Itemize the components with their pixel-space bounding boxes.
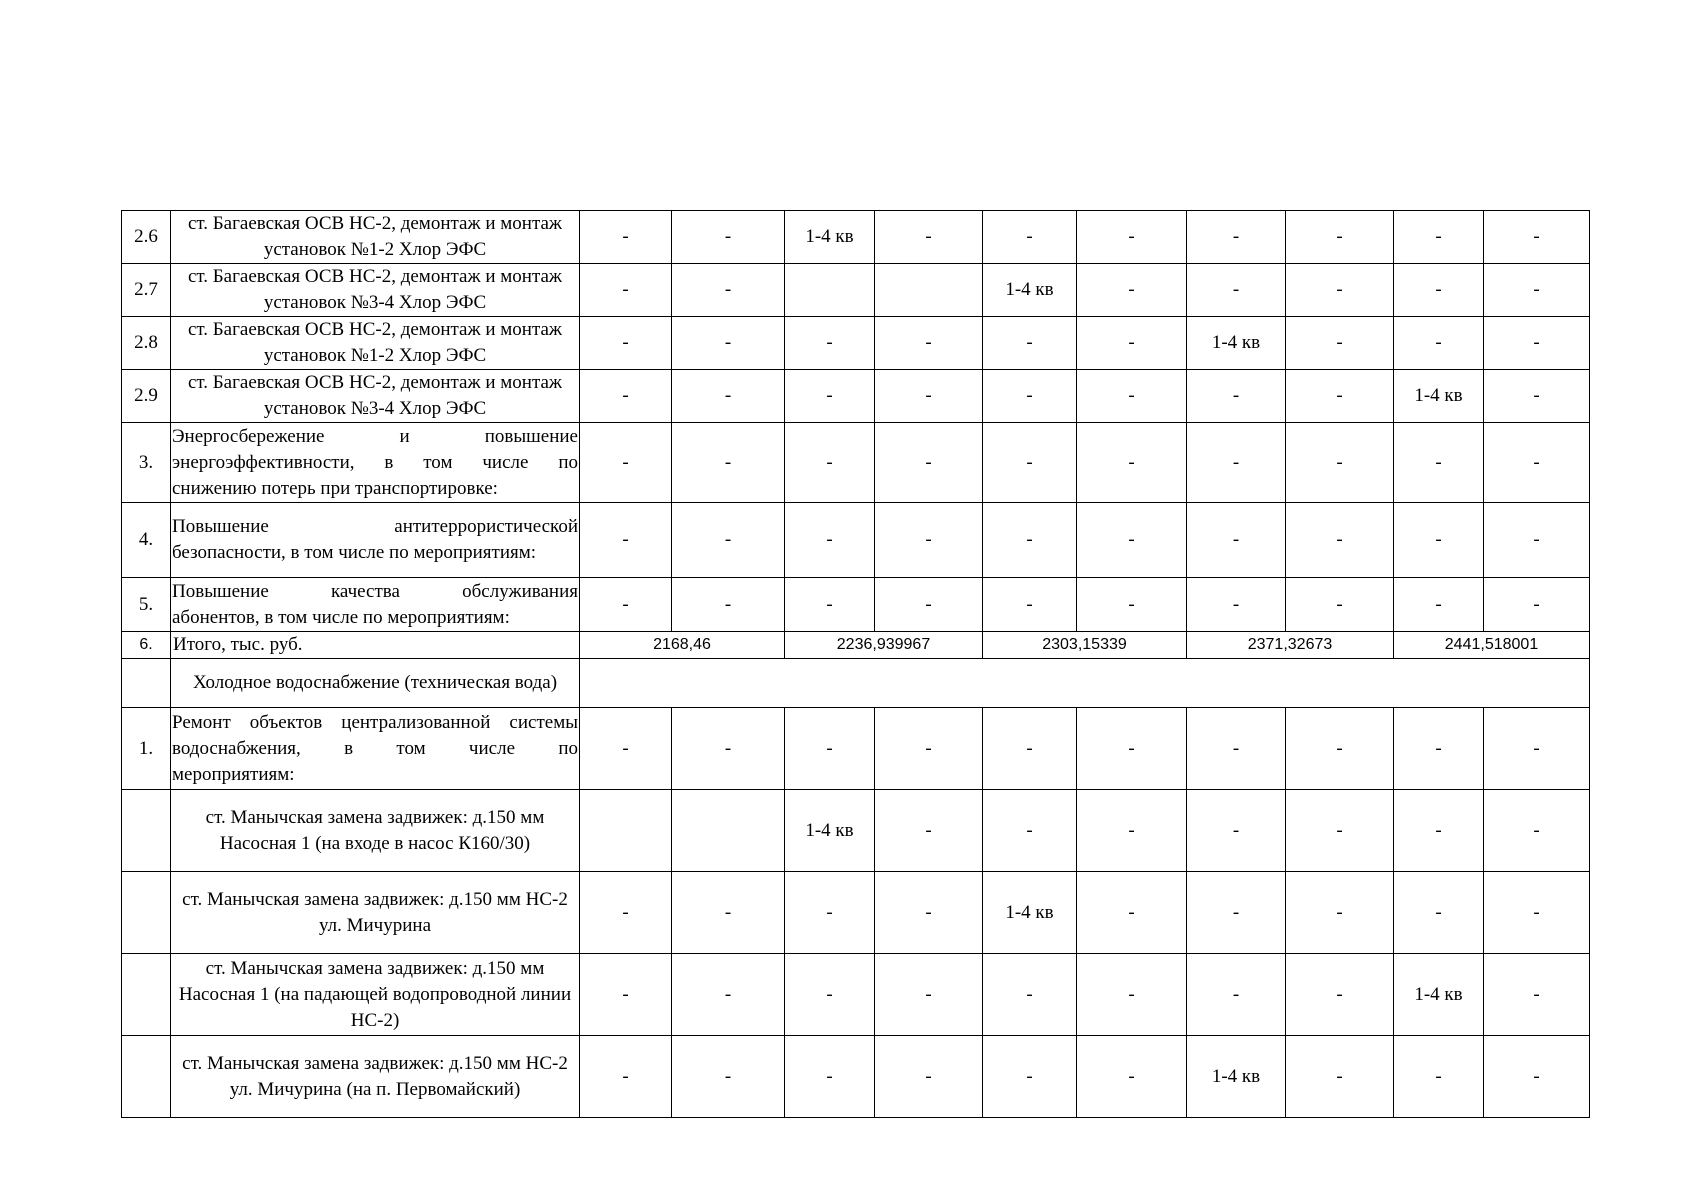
schedule-cell: - [1394,503,1484,578]
schedule-cell: - [580,317,672,370]
schedule-cell: - [1187,503,1286,578]
description-line: безопасности, в том числе по мероприятиям: [172,542,537,563]
schedule-cell: - [785,954,875,1036]
schedule-cell: - [580,708,672,790]
row-number: 4. [122,503,171,578]
schedule-cell: - [1286,1036,1394,1118]
schedule-cell: - [1286,423,1394,503]
row-number: 3. [122,423,171,503]
schedule-cell: - [1484,954,1590,1036]
row-number [122,1036,171,1118]
schedule-cell: - [1394,872,1484,954]
row-description [171,578,580,632]
total-label: Итого, тыс. руб. [171,632,580,659]
schedule-cell: - [1394,790,1484,872]
schedule-cell: - [1187,790,1286,872]
row-number: 2.8 [122,317,171,370]
schedule-cell: - [672,503,785,578]
schedule-cell: - [672,317,785,370]
table-row [122,370,1590,423]
schedule-cell: - [1286,317,1394,370]
schedule-cell: - [672,211,785,264]
section-blank [580,659,1590,708]
schedule-cell: - [580,1036,672,1118]
schedule-cell: - [1484,317,1590,370]
schedule-cell: - [672,423,785,503]
table-row [122,872,1590,954]
schedule-cell: - [875,578,983,632]
table-row [122,264,1590,317]
description-line: снижению потерь при транспортировке: [172,477,498,499]
schedule-cell: - [580,503,672,578]
schedule-cell: - [875,708,983,790]
schedule-cell: 1-4 кв [1187,1036,1286,1118]
schedule-cell: - [785,872,875,954]
schedule-cell: - [1286,370,1394,423]
schedule-cell: - [672,578,785,632]
schedule-cell: - [1077,370,1187,423]
table-row [122,790,1590,872]
description-line: Энергосбережение и повышение [172,425,578,447]
schedule-cell: - [875,1036,983,1118]
total-row [122,632,1590,659]
schedule-cell: - [1484,578,1590,632]
schedule-cell: - [1077,264,1187,317]
schedule-cell: - [983,370,1077,423]
schedule-cell: - [672,872,785,954]
schedule-cell: - [1187,370,1286,423]
schedule-cell: - [580,264,672,317]
schedule-cell: - [1484,211,1590,264]
schedule-cell: - [580,211,672,264]
schedule-cell: - [983,503,1077,578]
schedule-cell: - [1484,370,1590,423]
row-description: ст. Багаевская ОСВ НС-2, демонтаж и монтаж установок №1-2 Хлор ЭФС [171,211,580,264]
schedule-cell: - [1286,708,1394,790]
description-line: абонентов, в том числе по мероприятиям: [172,606,510,628]
schedule-cell: - [1077,578,1187,632]
schedule-cell: - [672,954,785,1036]
row-description: ст. Манычская замена задвижек: д.150 мм Насосная 1 (на входе в насос К160/30) [171,790,580,872]
schedule-cell: - [1077,423,1187,503]
schedule-cell: - [1394,211,1484,264]
description-line: водоснабжения, в том числе по [172,737,578,759]
row-description [171,423,580,503]
schedule-cell: - [785,503,875,578]
row-number [122,659,171,708]
table-row [122,1036,1590,1118]
schedule-cell: 1-4 кв [1394,370,1484,423]
schedule-cell: - [1484,1036,1590,1118]
description-line: мероприятиям: [172,763,295,785]
row-description: ст. Багаевская ОСВ НС-2, демонтаж и монтаж установок №3-4 Хлор ЭФС [171,264,580,317]
schedule-cell: 1-4 кв [785,211,875,264]
total-value: 2303,15339 [983,632,1187,659]
schedule-cell: - [672,264,785,317]
row-number: 2.7 [122,264,171,317]
schedule-cell: - [1187,954,1286,1036]
description-line: Повышение антитеррористической [172,516,578,537]
schedule-cell: - [1394,423,1484,503]
schedule-cell: - [1286,954,1394,1036]
schedule-cell [875,264,983,317]
schedule-cell: - [1394,1036,1484,1118]
row-number: 5. [122,578,171,632]
schedule-cell: 1-4 кв [1187,317,1286,370]
row-number [122,954,171,1036]
table-row [122,423,1590,503]
description-line: энергоэффективности, в том числе по [172,451,578,473]
schedule-cell: - [983,1036,1077,1118]
schedule-cell: - [875,423,983,503]
schedule-cell: - [1484,423,1590,503]
row-number: 1. [122,708,171,790]
schedule-cell: - [1077,790,1187,872]
total-value: 2441,518001 [1394,632,1590,659]
schedule-cell: - [983,790,1077,872]
schedule-cell: 1-4 кв [785,790,875,872]
schedule-cell: - [1187,578,1286,632]
section-title: Холодное водоснабжение (техническая вода) [171,659,580,708]
total-value: 2236,939967 [785,632,983,659]
schedule-cell: - [1187,264,1286,317]
schedule-cell: - [1077,503,1187,578]
schedule-cell: - [1286,790,1394,872]
schedule-cell: - [672,370,785,423]
schedule-cell: - [1077,1036,1187,1118]
schedule-cell: - [1187,708,1286,790]
row-description [171,708,580,790]
schedule-cell: - [1077,872,1187,954]
schedule-cell: - [580,423,672,503]
table-body [122,211,1590,1118]
schedule-cell: - [1077,954,1187,1036]
schedule-cell: - [1077,317,1187,370]
schedule-cell: - [983,578,1077,632]
work-schedule-table [121,210,1590,1118]
schedule-cell: - [580,370,672,423]
schedule-cell: - [785,423,875,503]
schedule-cell: - [1187,211,1286,264]
description-line: Повышение качества обслуживания [172,580,578,602]
schedule-cell: - [785,370,875,423]
schedule-cell: - [1187,872,1286,954]
row-number: 6. [122,632,171,659]
schedule-cell: - [875,872,983,954]
schedule-cell: - [875,211,983,264]
schedule-cell: - [1286,211,1394,264]
schedule-cell: - [983,954,1077,1036]
schedule-cell: 1-4 кв [983,872,1077,954]
row-description: ст. Манычская замена задвижек: д.150 мм НС-2 ул. Мичурина (на п. Первомайский) [171,1036,580,1118]
schedule-cell: - [1484,872,1590,954]
schedule-cell [672,790,785,872]
row-number [122,872,171,954]
schedule-cell: - [672,708,785,790]
schedule-cell: - [875,317,983,370]
schedule-cell: - [1484,503,1590,578]
schedule-cell: - [1077,211,1187,264]
schedule-cell: - [672,1036,785,1118]
schedule-cell: - [983,211,1077,264]
schedule-cell [785,264,875,317]
table-row [122,708,1590,790]
description-line: Ремонт объектов централизованной системы [172,711,578,733]
row-number: 2.6 [122,211,171,264]
row-number [122,790,171,872]
schedule-cell: - [1286,578,1394,632]
schedule-cell: - [983,317,1077,370]
row-description [171,503,580,578]
row-description: ст. Багаевская ОСВ НС-2, демонтаж и монтаж установок №1-2 Хлор ЭФС [171,317,580,370]
schedule-cell: - [875,370,983,423]
schedule-cell: - [1484,790,1590,872]
schedule-cell: - [1286,264,1394,317]
schedule-cell: - [875,954,983,1036]
section-header-row [122,659,1590,708]
schedule-cell: - [875,790,983,872]
row-description: ст. Манычская замена задвижек: д.150 мм НС-2 ул. Мичурина [171,872,580,954]
schedule-cell: - [785,317,875,370]
schedule-cell: - [1187,423,1286,503]
row-number: 2.9 [122,370,171,423]
table-row [122,317,1590,370]
schedule-cell: - [1394,317,1484,370]
schedule-cell: - [1484,264,1590,317]
schedule-cell: - [983,708,1077,790]
table-row [122,211,1590,264]
schedule-cell: - [580,578,672,632]
schedule-cell: - [785,708,875,790]
schedule-cell: - [1286,503,1394,578]
schedule-cell: - [1077,708,1187,790]
schedule-cell: - [1394,264,1484,317]
schedule-cell: - [1286,872,1394,954]
schedule-cell: - [785,578,875,632]
schedule-cell: - [1394,578,1484,632]
total-value: 2168,46 [580,632,785,659]
schedule-cell: - [1394,708,1484,790]
row-description: ст. Багаевская ОСВ НС-2, демонтаж и монтаж установок №3-4 Хлор ЭФС [171,370,580,423]
table-row [122,503,1590,578]
schedule-cell: - [580,872,672,954]
total-value: 2371,32673 [1187,632,1394,659]
schedule-cell: - [1484,708,1590,790]
schedule-cell: 1-4 кв [983,264,1077,317]
document-page [121,210,1590,1118]
row-description: ст. Манычская замена задвижек: д.150 мм Насосная 1 (на падающей водопроводной линии НС-2) [171,954,580,1036]
table-row [122,578,1590,632]
schedule-cell: - [875,503,983,578]
schedule-cell: - [580,954,672,1036]
table-row [122,954,1590,1036]
schedule-cell: - [983,423,1077,503]
schedule-cell: - [785,1036,875,1118]
schedule-cell: 1-4 кв [1394,954,1484,1036]
schedule-cell [580,790,672,872]
